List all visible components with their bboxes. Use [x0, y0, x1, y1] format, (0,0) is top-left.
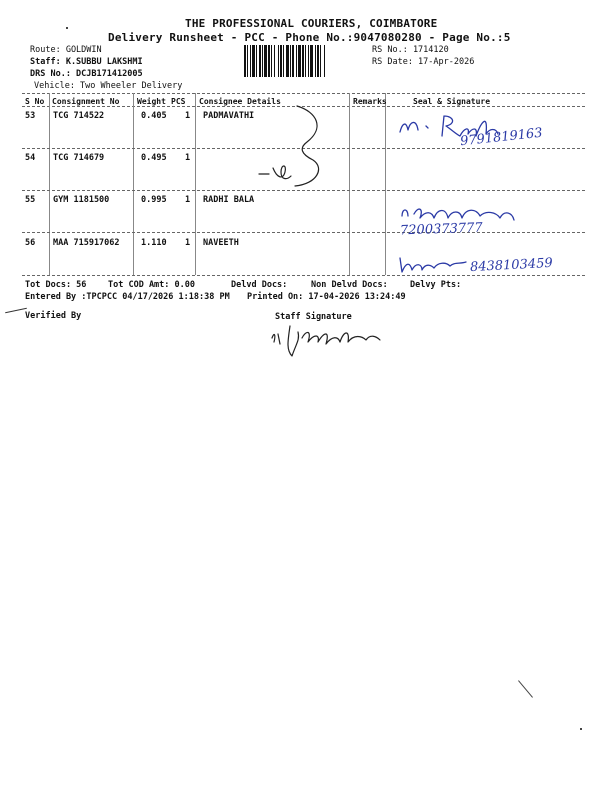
staff-signature-label: Staff Signature	[275, 312, 352, 322]
col-header-consignment: Consignment No	[52, 97, 120, 106]
col-divider	[195, 93, 196, 275]
row-pcs: 1	[185, 238, 191, 248]
col-header-pcs: PCS	[171, 97, 186, 106]
table-bottom-rule	[22, 275, 585, 276]
row-consignee: NAVEETH	[203, 238, 239, 248]
row-consignee: PADMAVATHI	[203, 111, 255, 121]
row-consignee: RADHI BALA	[203, 195, 255, 205]
row-pcs: 1	[185, 153, 191, 163]
seal-phone-1: 9791819163	[459, 125, 544, 150]
row-weight: 0.405	[141, 111, 167, 121]
non-delivered-docs: Non Delvd Docs:	[311, 280, 388, 290]
row-divider	[22, 232, 585, 233]
printed-on: Printed On: 17-04-2026 13:24:49	[247, 292, 406, 302]
row-weight: 0.495	[141, 153, 167, 163]
table-top-rule	[22, 93, 585, 94]
delivered-docs: Delvd Docs:	[231, 280, 288, 290]
delivery-points: Delvy Pts:	[410, 280, 462, 290]
staff-label: Staff: K.SUBBU LAKSHMI	[30, 57, 143, 67]
col-header-seal: Seal & Signature	[413, 97, 491, 106]
rs-number: RS No.: 1714120	[372, 45, 449, 55]
verified-by-label: Verified By	[25, 311, 82, 321]
vehicle-label: Vehicle: Two Wheeler Delivery	[34, 81, 183, 91]
company-title: THE PROFESSIONAL COURIERS, COIMBATORE	[185, 17, 438, 30]
barcode-image	[243, 45, 367, 77]
total-cod: Tot COD Amt: 0.00	[108, 280, 195, 290]
col-header-consignee: Consignee Details	[199, 97, 281, 106]
row-weight: 0.995	[141, 195, 167, 205]
rs-date: RS Date: 17-Apr-2026	[372, 57, 475, 67]
verified-by-mark	[5, 308, 27, 314]
col-divider	[349, 93, 350, 275]
col-header-sno: S No	[25, 97, 45, 106]
entered-by: Entered By :TPCPCC 04/17/2026 1:18:38 PM	[25, 292, 230, 302]
scan-mark	[580, 728, 582, 730]
col-header-weight: Weight	[137, 97, 166, 106]
drs-number: DRS No.: DCJB171412005	[30, 69, 143, 79]
row-consignment: MAA 715917062	[53, 238, 120, 248]
row-weight: 1.110	[141, 238, 167, 248]
handwritten-bracket-mark	[255, 102, 335, 192]
row-consignment: TCG 714679	[53, 153, 105, 163]
seal-signature-4	[396, 252, 476, 278]
scan-mark	[66, 27, 68, 29]
row-sno: 55	[25, 195, 36, 205]
row-pcs: 1	[185, 111, 191, 121]
staff-signature-image	[268, 320, 388, 360]
route-label: Route: GOLDWIN	[30, 45, 102, 55]
row-consignment: TCG 714522	[53, 111, 105, 121]
row-pcs: 1	[185, 195, 191, 205]
runsheet-subtitle: Delivery Runsheet - PCC - Phone No.:9047080280 - Page No.:5	[108, 31, 511, 44]
col-divider	[49, 93, 50, 275]
col-divider	[133, 93, 134, 275]
scan-mark	[518, 680, 533, 697]
seal-phone-4: 8438103459	[469, 255, 554, 276]
row-sno: 54	[25, 153, 36, 163]
col-divider	[385, 93, 386, 275]
total-docs: Tot Docs: 56	[25, 280, 87, 290]
row-sno: 56	[25, 238, 36, 248]
row-sno: 53	[25, 111, 36, 121]
seal-phone-3: 7200373777	[399, 220, 483, 239]
col-header-remarks: Remarks	[353, 97, 387, 106]
row-consignment: GYM 1181500	[53, 195, 110, 205]
